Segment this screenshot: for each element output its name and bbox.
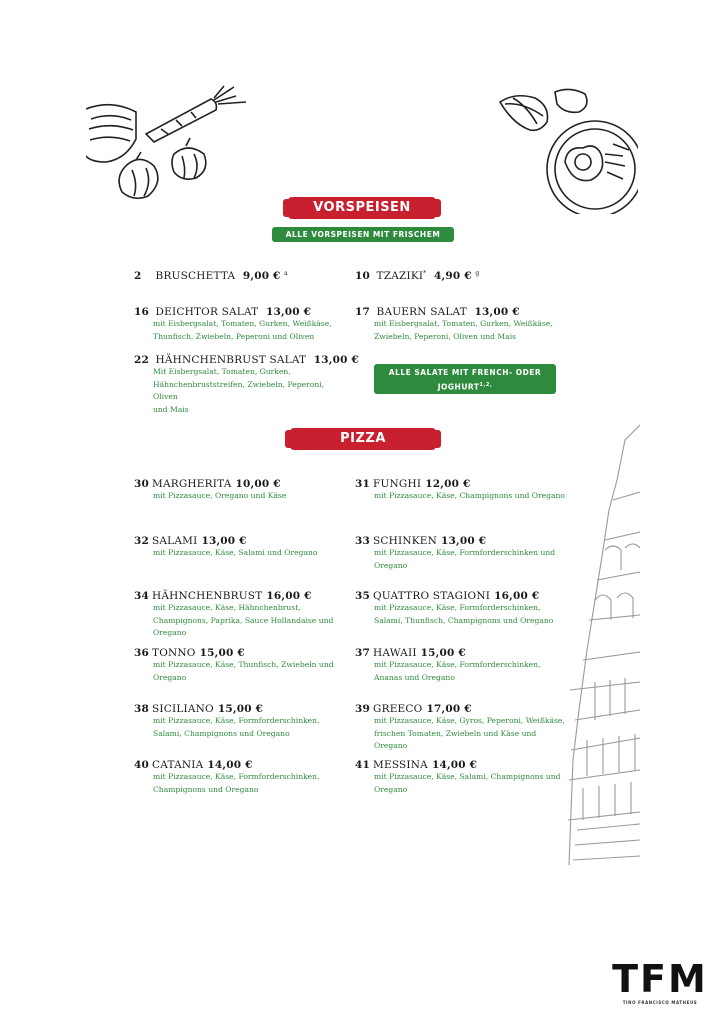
menu-item-31 <box>355 478 570 503</box>
item-number: 30 <box>134 478 150 490</box>
item-name: CATANIA <box>152 759 204 771</box>
item-number: 31 <box>355 478 371 490</box>
menu-item-36 <box>134 647 349 684</box>
item-price: 15,00 € <box>199 647 245 659</box>
item-price: 13,00 € <box>265 306 312 318</box>
item-number: 33 <box>355 535 371 547</box>
item-price: 12,00 € <box>425 478 471 490</box>
menu-item-37 <box>355 647 570 684</box>
item-description: mit Pizzasauce, Käse, Formforderschinken, Ananas und Oregano <box>374 660 541 682</box>
colosseum-illustration <box>565 420 640 865</box>
item-price: 17,00 € <box>426 703 472 715</box>
item-description: mit Pizzasauce, Käse, Hähnchenbrust, Champignons, Paprika, Sauce Hollandaise und Oregano <box>153 603 334 638</box>
item-description: mit Pizzasauce, Käse, Formforderschinken, Salami, Thunfisch, Champignons und Oregano <box>374 603 554 625</box>
item-description: mit Eisbergsalat, Tomaten, Gurken, Weißkäse, Zwiebeln, Peperoni, Oliven und Mais <box>374 319 553 341</box>
item-name: BRUSCHETTA <box>155 270 236 282</box>
item-description: Mit Eisbergsalat, Tomaten, Gurken, Hähnchenbruststreifen, Zwiebeln, Peperoni, Oliven und Mais <box>153 367 325 414</box>
menu-item-39 <box>355 703 570 753</box>
menu-item-30 <box>134 478 349 503</box>
menu-item-10 <box>355 270 570 282</box>
item-number: 34 <box>134 590 150 602</box>
item-description: mit Pizzasauce, Käse, Salami und Oregano <box>153 548 318 557</box>
item-price: 4,90 € <box>434 270 472 282</box>
item-number: 16 <box>134 306 150 318</box>
item-name: MESSINA <box>373 759 428 771</box>
item-allergens: a <box>284 270 288 277</box>
menu-item-35 <box>355 590 570 627</box>
salad-dressing-note: ALLE SALATE MIT FRENCH- ODER $JOGHURT^{1,2,}$ DRESSING ODER ESSIG & ÖL SERVIERT <box>374 364 556 394</box>
item-number: 36 <box>134 647 150 659</box>
item-description: mit Pizzasauce, Käse, Champignons und Oregano <box>374 491 565 500</box>
item-price: 9,00 € <box>242 270 281 282</box>
item-number: 17 <box>355 306 371 318</box>
menu-item-17 <box>355 306 570 343</box>
item-number: 38 <box>134 703 150 715</box>
item-price: 13,00 € <box>474 306 520 318</box>
item-name: QUATTRO STAGIONI <box>373 590 491 602</box>
item-name: HAWAII <box>373 647 417 659</box>
item-number: 39 <box>355 703 371 715</box>
item-name: BAUERN SALAT <box>376 306 467 318</box>
item-description: mit Pizzasauce, Käse, Salami, Champignons und Oregano <box>374 772 561 794</box>
item-number: 32 <box>134 535 150 547</box>
item-price: 14,00 € <box>207 759 253 771</box>
item-name: MARGHERITA <box>152 478 232 490</box>
item-number: 35 <box>355 590 371 602</box>
item-price: 13,00 € <box>441 535 487 547</box>
menu-item-33 <box>355 535 570 572</box>
item-name: HÄHNCHENBRUST SALAT <box>155 354 307 366</box>
item-price: 15,00 € <box>217 703 264 715</box>
item-number: 22 <box>134 354 150 366</box>
vegetable-illustration <box>86 84 276 209</box>
tfm-logo: TFM TINO FRANCISCO MATHEUS <box>612 957 708 1005</box>
item-description: mit Pizzasauce, Käse, Gyros, Peperoni, Weißkäse, frischen Tomaten, Zwiebeln und Käse und Oregano <box>374 716 565 751</box>
item-number: 2 <box>134 270 142 282</box>
item-price: 13,00 € <box>313 354 360 366</box>
item-name: SCHINKEN <box>373 535 438 547</box>
vorspeisen-title-banner: VORSPEISEN <box>288 197 436 219</box>
item-name: FUNGHI <box>373 478 422 490</box>
menu-item-34 <box>134 590 349 640</box>
item-sup: * <box>423 270 427 277</box>
menu-item-40 <box>134 759 349 796</box>
menu-item-2 <box>134 270 349 282</box>
item-name: DEICHTOR SALAT <box>155 306 259 318</box>
item-name: SALAMI <box>152 535 198 547</box>
menu-item-41 <box>355 759 570 796</box>
item-description: mit Pizzasauce, Käse, Formforderschinken, Salami, Champignons und Oregano <box>153 716 320 738</box>
item-price: 16,00 € <box>266 590 312 602</box>
item-description: mit Pizzasauce, Oregano und Käse <box>153 491 287 500</box>
item-price: 13,00 € <box>201 535 247 547</box>
item-name: HÄHNCHENBRUST <box>152 590 263 602</box>
breakfast-illustration <box>495 84 638 214</box>
item-number: 40 <box>134 759 150 771</box>
item-name: TZAZIKI <box>376 270 424 282</box>
item-number: 10 <box>355 270 371 282</box>
item-price: 10,00 € <box>235 478 281 490</box>
item-allergens: g <box>475 270 480 277</box>
menu-item-38 <box>134 703 349 740</box>
menu-item-16 <box>134 306 349 343</box>
pizza-title-banner: PIZZA <box>290 428 436 450</box>
item-description: mit Eisbergsalat, Tomaten, Gurken, Weißkäse, Thunfisch, Zwiebeln, Peperoni und Oliven <box>153 319 332 341</box>
vorspeisen-subtitle-banner: ALLE VORSPEISEN MIT FRISCHEM OFENBROT <box>272 227 454 242</box>
item-number: 41 <box>355 759 371 771</box>
item-name: SICILIANO <box>152 703 214 715</box>
item-number: 37 <box>355 647 371 659</box>
item-price: 14,00 € <box>431 759 478 771</box>
item-price: 15,00 € <box>420 647 466 659</box>
menu-item-32 <box>134 535 349 560</box>
menu-item-22 <box>134 354 360 416</box>
item-description: mit Pizzasauce, Käse, Thunfisch, Zwiebeln und Oregano <box>153 660 334 682</box>
item-price: 16,00 € <box>494 590 540 602</box>
item-name: GREECO <box>373 703 423 715</box>
item-name: TONNO <box>152 647 196 659</box>
item-description: mit Pizzasauce, Käse, Formforderschinken, Champignons und Oregano <box>153 772 320 794</box>
item-description: mit Pizzasauce, Käse, Formforderschinken und Oregano <box>374 548 556 570</box>
